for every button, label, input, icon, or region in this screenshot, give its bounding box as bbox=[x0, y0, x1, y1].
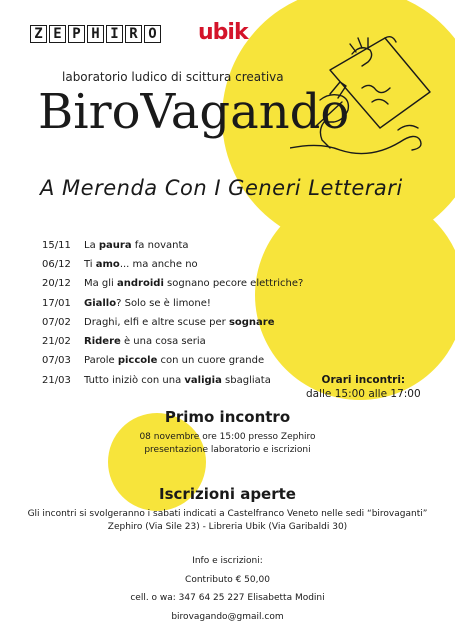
schedule-title-post: è una cosa seria bbox=[120, 336, 206, 348]
schedule-row bbox=[42, 352, 303, 371]
schedule-date: 21/02 bbox=[42, 336, 71, 348]
schedule-row bbox=[42, 371, 303, 390]
registration-venues: Zephiro (Via Sile 23) - Libreria Ubik (Via Garibaldi 30) bbox=[107, 522, 348, 533]
schedule-title-keyword: amo bbox=[95, 258, 120, 270]
info-phone: cell. o wa: 347 64 25 227 Elisabetta Modini bbox=[130, 593, 325, 603]
schedule-title-pre: Draghi, elfi e altre scuse per bbox=[84, 316, 229, 328]
schedule-title-keyword: sognare bbox=[228, 316, 275, 328]
schedule-title bbox=[84, 376, 271, 386]
schedule-title-keyword: piccole bbox=[117, 355, 158, 367]
schedule-title bbox=[84, 260, 198, 270]
schedule-date: 17/01 bbox=[42, 297, 71, 309]
schedule-title-post: con un cuore grande bbox=[157, 355, 265, 367]
meeting-hours bbox=[306, 373, 421, 401]
subtitle: laboratorio ludico di scittura creativa bbox=[62, 70, 284, 84]
info-fee: Contributo € 50,00 bbox=[185, 574, 270, 585]
schedule-row bbox=[42, 313, 303, 332]
schedule-title-keyword: Ridere bbox=[84, 336, 121, 348]
schedule-date: 20/12 bbox=[42, 278, 71, 290]
main-title: BiroVagando bbox=[38, 84, 350, 140]
schedule-title bbox=[84, 356, 264, 366]
schedule-title-post: sognano pecore elettriche? bbox=[163, 278, 304, 290]
first-meeting-desc: presentazione laboratorio e iscrizioni bbox=[144, 445, 311, 456]
schedule-row bbox=[42, 236, 303, 255]
schedule-title-pre: Tutto iniziò con una bbox=[84, 374, 185, 386]
first-meeting-title: Primo incontro bbox=[164, 408, 291, 426]
schedule-row bbox=[42, 294, 303, 313]
hours-label: Orari incontri: bbox=[321, 374, 406, 386]
info-email[interactable]: birovagando@gmail.com bbox=[171, 611, 284, 622]
zephiro-logo-letter: H bbox=[87, 25, 104, 43]
registration-section bbox=[0, 485, 455, 534]
schedule-title-pre: Ma gli bbox=[84, 278, 118, 290]
schedule-title-post: sbagliata bbox=[221, 374, 271, 386]
schedule-title-post: ? Solo se è limone! bbox=[116, 297, 211, 309]
ubik-logo: ubik bbox=[198, 20, 248, 45]
schedule-title bbox=[84, 241, 189, 251]
schedule-title-keyword: androidi bbox=[117, 278, 164, 290]
hours-value: dalle 15:00 alle 17:00 bbox=[306, 388, 421, 401]
schedule-title-post: ... ma anche no bbox=[119, 258, 198, 270]
zephiro-logo bbox=[30, 25, 161, 45]
schedule-date: 21/03 bbox=[42, 374, 71, 386]
schedule-date: 07/03 bbox=[42, 355, 71, 367]
first-meeting-date: 08 novembre ore 15:00 presso Zephiro bbox=[139, 432, 316, 442]
schedule-row bbox=[42, 332, 303, 351]
schedule-row bbox=[42, 275, 303, 294]
schedule-title bbox=[84, 337, 206, 347]
registration-details: Gli incontri si svolgeranno i sabati indicati a Castelfranco Veneto nelle sedi “birovaganti” bbox=[27, 509, 428, 519]
schedule-row bbox=[42, 255, 303, 274]
info-label: Info e iscrizioni: bbox=[192, 556, 263, 566]
schedule-title bbox=[84, 299, 211, 309]
schedule-date: 06/12 bbox=[42, 258, 71, 270]
schedule-date: 15/11 bbox=[42, 239, 71, 251]
schedule-title bbox=[84, 318, 275, 328]
schedule-title-keyword: paura bbox=[98, 239, 132, 251]
registration-title: Iscrizioni aperte bbox=[159, 485, 296, 503]
info-section bbox=[0, 556, 455, 630]
schedule-list bbox=[42, 236, 303, 390]
zephiro-logo-letter: E bbox=[49, 25, 66, 43]
schedule-title-pre: Ti bbox=[84, 258, 96, 270]
zephiro-logo-letter: O bbox=[144, 25, 161, 43]
schedule-title bbox=[84, 279, 303, 289]
schedule-title-keyword: valigia bbox=[184, 374, 222, 386]
schedule-date: 07/02 bbox=[42, 316, 71, 328]
schedule-title-keyword: Giallo bbox=[84, 297, 117, 309]
zephiro-logo-letter: R bbox=[125, 25, 142, 43]
first-meeting-section bbox=[0, 408, 455, 457]
zephiro-logo-letter: I bbox=[106, 25, 123, 43]
zephiro-logo-letter: Z bbox=[30, 25, 47, 43]
schedule-title-post: fa novanta bbox=[131, 239, 189, 251]
series-title: A Merenda Con I Generi Letterari bbox=[40, 176, 403, 200]
zephiro-logo-letter: P bbox=[68, 25, 85, 43]
schedule-title-pre: La bbox=[84, 239, 99, 251]
schedule-title-pre: Parole bbox=[84, 355, 118, 367]
